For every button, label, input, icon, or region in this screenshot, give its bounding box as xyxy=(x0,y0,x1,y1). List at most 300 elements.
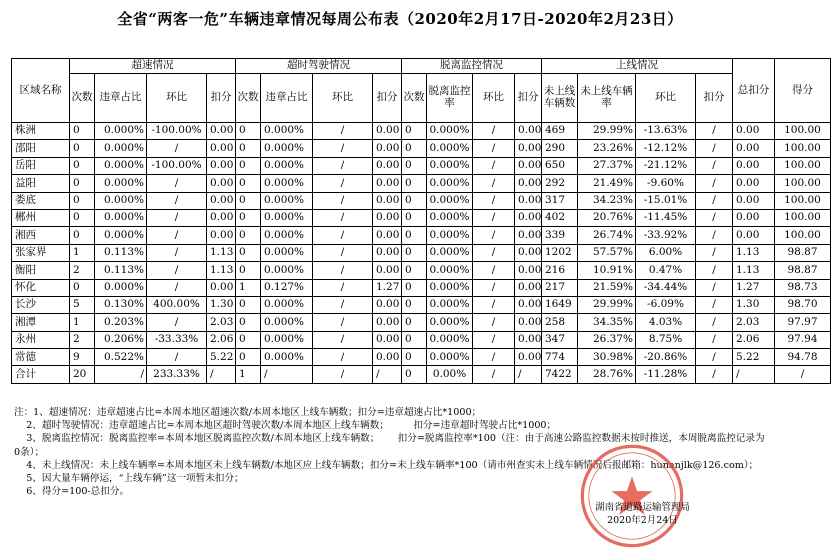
cell-of-m: / xyxy=(473,157,515,174)
cell-on-m: 0.47% xyxy=(636,262,696,279)
cell-sp-r: 0.000% xyxy=(95,175,147,192)
cell-of-n: 0 xyxy=(402,244,427,261)
cell-on-n: 258 xyxy=(542,314,578,331)
cell-area: 合计 xyxy=(12,366,70,383)
cell-on-n: 290 xyxy=(542,140,578,157)
cell-of-r: 0.000% xyxy=(427,262,473,279)
cell-sp-r: 0.000% xyxy=(95,123,147,140)
cell-on-m: -13.63% xyxy=(636,123,696,140)
cell-on-m: -34.44% xyxy=(636,279,696,296)
note-line: 5、因大量车辆停运，“上线车辆”这一项暂未扣分； xyxy=(14,473,244,485)
cell-sp-d: 0.00 xyxy=(207,175,236,192)
cell-ft-r: 0.000% xyxy=(261,175,313,192)
cell-sp-n: 9 xyxy=(70,349,95,366)
cell-ft-r: 0.127% xyxy=(261,279,313,296)
cell-of-n: 0 xyxy=(402,192,427,209)
cell-ft-m: / xyxy=(313,279,373,296)
cell-ft-n: 0 xyxy=(236,123,261,140)
cell-area: 衡阳 xyxy=(12,262,70,279)
cell-ft-r: 0.000% xyxy=(261,123,313,140)
cell-total: 0.00 xyxy=(733,209,775,226)
cell-ft-d: 0.00 xyxy=(373,314,402,331)
cell-sp-r: 0.000% xyxy=(95,227,147,244)
cell-ft-n: 0 xyxy=(236,314,261,331)
cell-sp-m: / xyxy=(147,175,207,192)
cell-ft-r: 0.000% xyxy=(261,296,313,313)
cell-sp-m: / xyxy=(147,244,207,261)
header-on-rate: 未上线车辆率 xyxy=(578,74,636,123)
cell-of-n: 0 xyxy=(402,366,427,383)
cell-of-m: / xyxy=(473,227,515,244)
cell-of-m: / xyxy=(473,366,515,383)
cell-on-n: 7422 xyxy=(542,366,578,383)
cell-score: 100.00 xyxy=(775,123,831,140)
table-row xyxy=(12,296,831,313)
cell-sp-n: 0 xyxy=(70,123,95,140)
cell-on-d: / xyxy=(696,331,733,348)
cell-of-d: 0.00 xyxy=(515,279,542,296)
cell-of-n: 0 xyxy=(402,279,427,296)
cell-on-m: 6.00% xyxy=(636,244,696,261)
cell-on-r: 29.99% xyxy=(578,296,636,313)
cell-ft-r: 0.000% xyxy=(261,262,313,279)
cell-on-m: -6.09% xyxy=(636,296,696,313)
cell-total: 0.00 xyxy=(733,157,775,174)
table-row xyxy=(12,123,831,140)
cell-ft-m: / xyxy=(313,140,373,157)
cell-of-m: / xyxy=(473,209,515,226)
cell-score: 100.00 xyxy=(775,140,831,157)
cell-sp-d: 0.00 xyxy=(207,157,236,174)
cell-on-n: 347 xyxy=(542,331,578,348)
header-score: 得分 xyxy=(775,59,831,123)
header-speeding: 超速情况 xyxy=(70,59,236,74)
note-line: 0条）； xyxy=(14,446,45,458)
cell-sp-r: 0.130% xyxy=(95,296,147,313)
cell-ft-d: 0.00 xyxy=(373,140,402,157)
cell-area: 岳阳 xyxy=(12,157,70,174)
cell-of-m: / xyxy=(473,192,515,209)
note-line: 3、脱离监控情况：脱离监控率=本周本地区脱离监控次数/本周本地区上线车辆数； 扣分=脱离监控率*100（注：由于高速公路监控数据未按时推送，本周脱离监控记录为 xyxy=(14,433,765,445)
cell-of-r: 0.000% xyxy=(427,331,473,348)
table-row xyxy=(12,349,831,366)
cell-ft-m: / xyxy=(313,296,373,313)
cell-of-m: / xyxy=(473,244,515,261)
cell-on-n: 217 xyxy=(542,279,578,296)
cell-sp-r: 0.000% xyxy=(95,192,147,209)
table-row xyxy=(12,279,831,296)
cell-on-r: 30.98% xyxy=(578,349,636,366)
cell-of-r: 0.000% xyxy=(427,279,473,296)
cell-on-r: 21.59% xyxy=(578,279,636,296)
cell-of-n: 0 xyxy=(402,331,427,348)
cell-sp-n: 0 xyxy=(70,192,95,209)
cell-sp-m: / xyxy=(147,227,207,244)
cell-sp-r: 0.203% xyxy=(95,314,147,331)
cell-ft-m: / xyxy=(313,157,373,174)
cell-of-r: 0.000% xyxy=(427,244,473,261)
cell-on-n: 216 xyxy=(542,262,578,279)
header-total-deduct: 总扣分 xyxy=(733,59,775,123)
cell-score: 98.73 xyxy=(775,279,831,296)
cell-sp-r: 0.113% xyxy=(95,262,147,279)
cell-of-r: 0.000% xyxy=(427,227,473,244)
cell-of-m: / xyxy=(473,262,515,279)
header-sp-rate: 违章占比 xyxy=(95,74,147,123)
cell-on-m: -33.92% xyxy=(636,227,696,244)
cell-sp-m: / xyxy=(147,192,207,209)
cell-ft-m: / xyxy=(313,227,373,244)
header-of-mom: 环比 xyxy=(473,74,515,123)
cell-on-d: / xyxy=(696,140,733,157)
cell-of-d: 0.00 xyxy=(515,157,542,174)
cell-ft-n: 0 xyxy=(236,262,261,279)
cell-sp-r: / xyxy=(95,366,147,383)
cell-on-d: / xyxy=(696,209,733,226)
cell-ft-d: 0.00 xyxy=(373,296,402,313)
cell-ft-m: / xyxy=(313,244,373,261)
header-sp-mom: 环比 xyxy=(147,74,207,123)
cell-ft-n: 0 xyxy=(236,140,261,157)
cell-area: 邵阳 xyxy=(12,140,70,157)
cell-on-d: / xyxy=(696,123,733,140)
cell-on-d: / xyxy=(696,296,733,313)
cell-ft-d: 0.00 xyxy=(373,244,402,261)
cell-sp-r: 0.000% xyxy=(95,279,147,296)
cell-on-n: 292 xyxy=(542,175,578,192)
cell-area: 益阳 xyxy=(12,175,70,192)
cell-on-n: 774 xyxy=(542,349,578,366)
header-online: 上线情况 xyxy=(542,59,733,74)
header-on-mom: 环比 xyxy=(636,74,696,123)
cell-sp-r: 0.113% xyxy=(95,244,147,261)
header-ft-mom: 环比 xyxy=(313,74,373,123)
cell-on-n: 317 xyxy=(542,192,578,209)
cell-sp-m: -33.33% xyxy=(147,331,207,348)
cell-sp-n: 1 xyxy=(70,244,95,261)
cell-sp-m: -100.00% xyxy=(147,157,207,174)
cell-of-d: 0.00 xyxy=(515,140,542,157)
cell-of-d: 0.00 xyxy=(515,209,542,226)
cell-ft-n: 0 xyxy=(236,227,261,244)
cell-area: 株洲 xyxy=(12,123,70,140)
cell-area: 永州 xyxy=(12,331,70,348)
header-sp-count: 次数 xyxy=(70,74,95,123)
cell-ft-r: / xyxy=(261,366,313,383)
cell-sp-m: / xyxy=(147,140,207,157)
cell-score: 100.00 xyxy=(775,157,831,174)
cell-on-d: / xyxy=(696,279,733,296)
cell-on-r: 28.76% xyxy=(578,366,636,383)
cell-area: 常德 xyxy=(12,349,70,366)
cell-of-n: 0 xyxy=(402,262,427,279)
cell-sp-m: / xyxy=(147,349,207,366)
cell-ft-m: / xyxy=(313,123,373,140)
cell-sp-n: 0 xyxy=(70,140,95,157)
cell-area: 湘西 xyxy=(12,227,70,244)
cell-of-n: 0 xyxy=(402,123,427,140)
cell-score: / xyxy=(775,366,831,383)
cell-area: 郴州 xyxy=(12,209,70,226)
cell-ft-n: 0 xyxy=(236,349,261,366)
cell-ft-m: / xyxy=(313,175,373,192)
cell-on-d: / xyxy=(696,262,733,279)
cell-total: 0.00 xyxy=(733,140,775,157)
cell-ft-m: / xyxy=(313,314,373,331)
cell-ft-n: 0 xyxy=(236,296,261,313)
cell-sp-r: 0.206% xyxy=(95,331,147,348)
cell-on-n: 1649 xyxy=(542,296,578,313)
cell-on-m: 8.75% xyxy=(636,331,696,348)
cell-on-r: 26.37% xyxy=(578,331,636,348)
signature-block xyxy=(595,501,690,527)
header-of-deduct: 扣分 xyxy=(515,74,542,123)
cell-sp-m: -100.00% xyxy=(147,123,207,140)
header-ft-rate: 违章占比 xyxy=(261,74,313,123)
cell-on-n: 469 xyxy=(542,123,578,140)
cell-sp-n: 5 xyxy=(70,296,95,313)
cell-on-d: / xyxy=(696,192,733,209)
cell-on-m: -15.01% xyxy=(636,192,696,209)
header-offline: 脱离监控情况 xyxy=(402,59,542,74)
table-row xyxy=(12,227,831,244)
cell-of-d: 0.00 xyxy=(515,192,542,209)
cell-total: 0.00 xyxy=(733,192,775,209)
cell-sp-m: / xyxy=(147,314,207,331)
cell-sp-d: 0.00 xyxy=(207,209,236,226)
cell-sp-d: 0.00 xyxy=(207,140,236,157)
cell-total: / xyxy=(733,366,775,383)
table-body xyxy=(12,123,831,384)
header-of-count: 次数 xyxy=(402,74,427,123)
cell-of-d: 0.00 xyxy=(515,227,542,244)
cell-ft-r: 0.000% xyxy=(261,140,313,157)
cell-on-n: 650 xyxy=(542,157,578,174)
cell-ft-r: 0.000% xyxy=(261,244,313,261)
cell-total: 2.06 xyxy=(733,331,775,348)
cell-on-m: -9.60% xyxy=(636,175,696,192)
cell-sp-m: / xyxy=(147,279,207,296)
cell-of-n: 0 xyxy=(402,349,427,366)
table-row xyxy=(12,244,831,261)
cell-on-d: / xyxy=(696,366,733,383)
cell-of-m: / xyxy=(473,349,515,366)
cell-of-d: 0.00 xyxy=(515,349,542,366)
cell-total: 0.00 xyxy=(733,123,775,140)
table-row xyxy=(12,157,831,174)
cell-score: 100.00 xyxy=(775,175,831,192)
cell-sp-r: 0.000% xyxy=(95,140,147,157)
cell-ft-m: / xyxy=(313,366,373,383)
cell-score: 100.00 xyxy=(775,227,831,244)
official-seal xyxy=(578,442,686,550)
cell-ft-r: 0.000% xyxy=(261,314,313,331)
cell-on-d: / xyxy=(696,314,733,331)
cell-area: 怀化 xyxy=(12,279,70,296)
cell-score: 100.00 xyxy=(775,209,831,226)
cell-of-n: 0 xyxy=(402,227,427,244)
cell-sp-n: 0 xyxy=(70,157,95,174)
cell-ft-r: 0.000% xyxy=(261,157,313,174)
cell-sp-d: 1.13 xyxy=(207,262,236,279)
cell-on-m: 4.03% xyxy=(636,314,696,331)
cell-on-r: 29.99% xyxy=(578,123,636,140)
cell-of-r: 0.000% xyxy=(427,314,473,331)
cell-score: 100.00 xyxy=(775,192,831,209)
table-row xyxy=(12,209,831,226)
cell-on-d: / xyxy=(696,227,733,244)
cell-total: 2.03 xyxy=(733,314,775,331)
cell-area: 娄底 xyxy=(12,192,70,209)
header-on-count: 未上线车辆数 xyxy=(542,74,578,123)
table-row xyxy=(12,192,831,209)
cell-on-d: / xyxy=(696,157,733,174)
cell-of-d: / xyxy=(515,366,542,383)
cell-sp-d: 1.13 xyxy=(207,244,236,261)
cell-ft-d: 0.00 xyxy=(373,227,402,244)
note-line: 2、超时驾驶情况：违章超速占比=本周本地区超时驾驶次数/本周本地区上线车辆数； 扣分=违章超时驾驶占比*1000； xyxy=(14,420,557,432)
cell-sp-d: 2.06 xyxy=(207,331,236,348)
cell-of-d: 0.00 xyxy=(515,314,542,331)
table-total-row xyxy=(12,366,831,383)
cell-area: 张家界 xyxy=(12,244,70,261)
cell-of-r: 0.000% xyxy=(427,175,473,192)
cell-score: 97.97 xyxy=(775,314,831,331)
table-row xyxy=(12,314,831,331)
note-line: 6、得分=100-总扣分。 xyxy=(14,486,130,498)
cell-sp-r: 0.000% xyxy=(95,157,147,174)
cell-on-m: -12.12% xyxy=(636,140,696,157)
cell-ft-d: 0.00 xyxy=(373,192,402,209)
cell-of-r: 0.000% xyxy=(427,349,473,366)
cell-sp-r: 0.522% xyxy=(95,349,147,366)
cell-ft-n: 0 xyxy=(236,175,261,192)
cell-ft-n: 0 xyxy=(236,209,261,226)
header-fatigue: 超时驾驶情况 xyxy=(236,59,402,74)
cell-of-m: / xyxy=(473,123,515,140)
signature-date: 2020年2月24日 xyxy=(607,515,678,526)
table-row xyxy=(12,175,831,192)
cell-of-n: 0 xyxy=(402,296,427,313)
cell-sp-m: 233.33% xyxy=(147,366,207,383)
cell-ft-n: 1 xyxy=(236,366,261,383)
cell-score: 98.70 xyxy=(775,296,831,313)
cell-ft-m: / xyxy=(313,262,373,279)
cell-of-m: / xyxy=(473,140,515,157)
cell-of-m: / xyxy=(473,279,515,296)
cell-ft-n: 0 xyxy=(236,157,261,174)
cell-of-r: 0.000% xyxy=(427,296,473,313)
cell-ft-d: 0.00 xyxy=(373,157,402,174)
cell-sp-n: 0 xyxy=(70,209,95,226)
cell-area: 长沙 xyxy=(12,296,70,313)
cell-of-d: 0.00 xyxy=(515,175,542,192)
cell-on-m: -11.28% xyxy=(636,366,696,383)
cell-ft-d: 1.27 xyxy=(373,279,402,296)
header-of-rate: 脱离监控率 xyxy=(427,74,473,123)
cell-total: 1.30 xyxy=(733,296,775,313)
header-area: 区域名称 xyxy=(12,59,70,123)
cell-sp-n: 20 xyxy=(70,366,95,383)
header-sp-deduct: 扣分 xyxy=(207,74,236,123)
table-row xyxy=(12,331,831,348)
cell-on-r: 34.23% xyxy=(578,192,636,209)
cell-on-m: -21.12% xyxy=(636,157,696,174)
cell-of-m: / xyxy=(473,175,515,192)
table-row xyxy=(12,140,831,157)
cell-sp-n: 0 xyxy=(70,227,95,244)
signature-org: 湖南省道路运输管理局 xyxy=(594,502,690,513)
cell-area: 湘潭 xyxy=(12,314,70,331)
cell-score: 98.87 xyxy=(775,262,831,279)
cell-ft-n: 0 xyxy=(236,244,261,261)
header-on-deduct: 扣分 xyxy=(696,74,733,123)
cell-ft-d: / xyxy=(373,366,402,383)
cell-sp-d: 0.00 xyxy=(207,123,236,140)
cell-ft-d: 0.00 xyxy=(373,175,402,192)
cell-total: 1.13 xyxy=(733,244,775,261)
cell-of-m: / xyxy=(473,314,515,331)
cell-of-r: 0.000% xyxy=(427,192,473,209)
cell-total: 0.00 xyxy=(733,175,775,192)
cell-ft-m: / xyxy=(313,192,373,209)
cell-of-r: 0.000% xyxy=(427,209,473,226)
cell-sp-m: / xyxy=(147,209,207,226)
cell-of-d: 0.00 xyxy=(515,296,542,313)
cell-sp-d: 0.00 xyxy=(207,279,236,296)
cell-on-m: -11.45% xyxy=(636,209,696,226)
cell-of-d: 0.00 xyxy=(515,244,542,261)
violation-table xyxy=(11,58,831,384)
cell-on-d: / xyxy=(696,175,733,192)
table-row xyxy=(12,262,831,279)
note-line: 4、未上线情况：未上线车辆率=本周本地区未上线车辆数/本地区应上线车辆数；扣分=未上线车辆率*100（请市州查实未上线车辆情况后报邮箱：hunanjlk@126.com）； xyxy=(14,459,759,471)
cell-sp-d: 2.03 xyxy=(207,314,236,331)
cell-on-n: 339 xyxy=(542,227,578,244)
cell-ft-d: 0.00 xyxy=(373,331,402,348)
cell-ft-n: 0 xyxy=(236,331,261,348)
cell-sp-n: 0 xyxy=(70,175,95,192)
cell-on-n: 402 xyxy=(542,209,578,226)
cell-ft-r: 0.000% xyxy=(261,192,313,209)
cell-of-r: 0.000% xyxy=(427,123,473,140)
cell-total: 5.22 xyxy=(733,349,775,366)
cell-score: 98.87 xyxy=(775,244,831,261)
cell-on-r: 34.35% xyxy=(578,314,636,331)
cell-on-d: / xyxy=(696,349,733,366)
cell-sp-d: 1.30 xyxy=(207,296,236,313)
cell-score: 94.78 xyxy=(775,349,831,366)
cell-ft-r: 0.000% xyxy=(261,209,313,226)
cell-ft-d: 0.00 xyxy=(373,262,402,279)
cell-sp-m: / xyxy=(147,262,207,279)
cell-on-d: / xyxy=(696,244,733,261)
cell-of-m: / xyxy=(473,296,515,313)
page-title: 全省“两客一危”车辆违章情况每周公布表（2020年2月17日-2020年2月23日） xyxy=(117,10,683,28)
cell-of-n: 0 xyxy=(402,314,427,331)
cell-on-n: 1202 xyxy=(542,244,578,261)
cell-of-n: 0 xyxy=(402,209,427,226)
cell-sp-n: 0 xyxy=(70,279,95,296)
cell-sp-n: 2 xyxy=(70,262,95,279)
cell-of-r: 0.000% xyxy=(427,140,473,157)
cell-sp-d: 0.00 xyxy=(207,227,236,244)
cell-sp-n: 1 xyxy=(70,314,95,331)
header-ft-deduct: 扣分 xyxy=(373,74,402,123)
cell-ft-n: 1 xyxy=(236,279,261,296)
cell-of-n: 0 xyxy=(402,157,427,174)
header-ft-count: 次数 xyxy=(236,74,261,123)
